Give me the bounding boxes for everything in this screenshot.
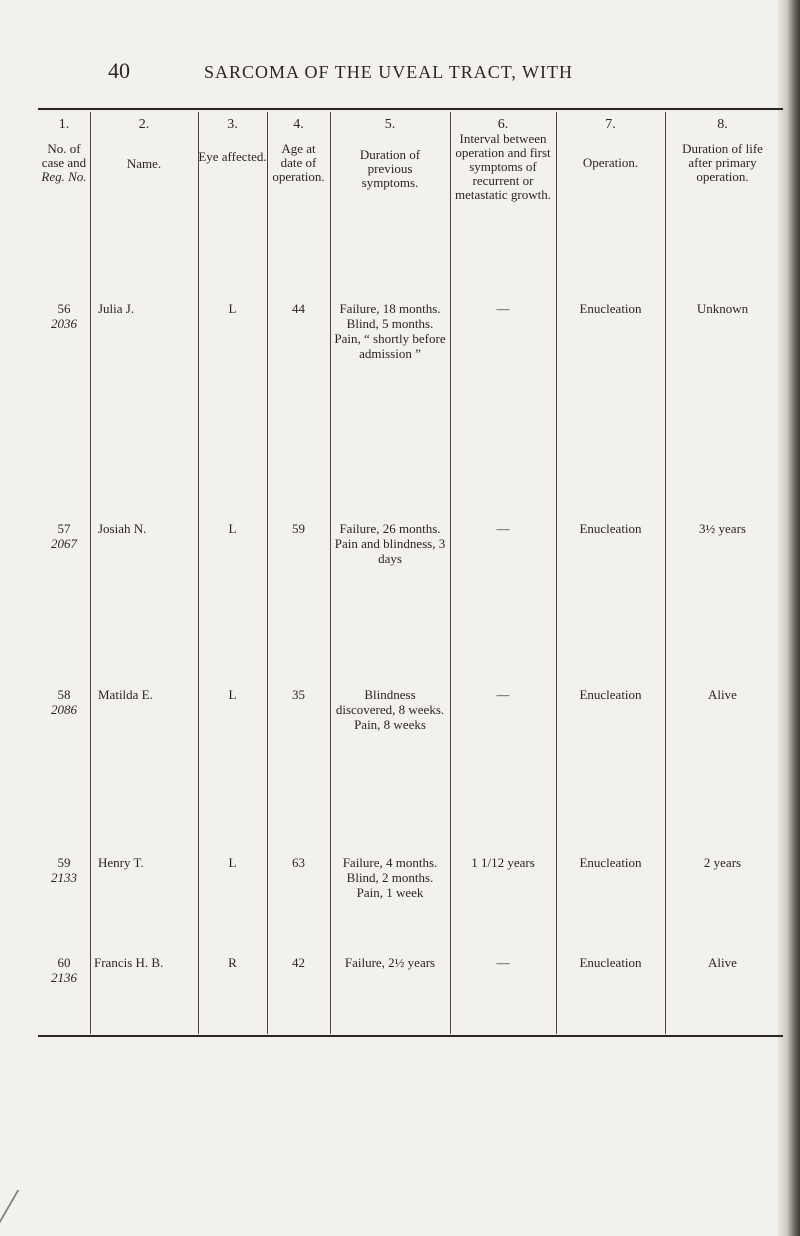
age: 44	[292, 301, 305, 316]
column-header-duration: 8. Duration of life after primary operation.	[682, 117, 763, 184]
column-header-symptoms: 5. Duration of previous symptoms.	[359, 117, 421, 190]
column-header-operation: 7. Operation.	[582, 117, 639, 170]
interval: —	[496, 687, 510, 702]
symptoms: Failure, 26 months. Pain and blindness, 3 days	[334, 521, 446, 566]
duration-of-life: Unknown	[696, 301, 749, 316]
operation: Enucleation	[579, 521, 642, 536]
eye-affected: L	[228, 521, 237, 536]
column-divider	[267, 112, 268, 1034]
age: 35	[292, 687, 305, 702]
symptoms: Failure, 2½ years	[344, 955, 436, 970]
column-header-case-no: 1. No. of case and Reg. No.	[41, 117, 87, 184]
interval: —	[496, 521, 510, 536]
duration-of-life: Alive	[708, 687, 737, 702]
interval: —	[496, 301, 510, 316]
page-header	[0, 52, 780, 92]
column-divider	[556, 112, 557, 1034]
symptoms: Failure, 4 months. Blind, 2 months. Pain, 1 week	[342, 855, 438, 900]
interval: —	[496, 955, 510, 970]
eye-affected: L	[228, 687, 237, 702]
eye-affected: R	[228, 955, 237, 970]
column-divider	[330, 112, 331, 1034]
case-number: 57 2067	[51, 521, 77, 551]
age: 63	[292, 855, 305, 870]
column-divider	[198, 112, 199, 1034]
age: 42	[292, 955, 305, 970]
eye-affected: L	[228, 301, 237, 316]
duration-of-life: Alive	[708, 955, 737, 970]
page-number: 40	[108, 58, 130, 83]
case-number: 58 2086	[51, 687, 77, 717]
page-edge	[778, 0, 800, 1236]
patient-name: Josiah N.	[98, 521, 147, 536]
interval: 1 1/12 years	[471, 855, 535, 870]
duration-of-life: 2 years	[703, 855, 742, 870]
table-bottom-rule	[38, 1035, 783, 1037]
column-header-age: 4. Age at date of operation.	[272, 117, 325, 184]
duration-of-life: 3½ years	[699, 521, 746, 536]
operation: Enucleation	[579, 955, 642, 970]
eye-affected: L	[228, 855, 237, 870]
operation: Enucleation	[579, 855, 642, 870]
column-header-interval: 6. Interval between operation and first symptoms of recurrent or metastatic growth.	[454, 117, 552, 202]
column-divider	[450, 112, 451, 1034]
patient-name: Francis H. B.	[94, 955, 164, 970]
table-top-rule	[38, 108, 783, 110]
patient-name: Julia J.	[98, 301, 135, 316]
running-title: SARCOMA OF THE UVEAL TRACT, WITH	[204, 62, 574, 82]
symptoms: Blindness discovered, 8 weeks. Pain, 8 weeks	[335, 687, 445, 732]
corner-mark	[0, 1190, 49, 1236]
case-number: 59 2133	[51, 855, 77, 885]
age: 59	[292, 521, 305, 536]
column-divider	[90, 112, 91, 1034]
patient-name: Matilda E.	[98, 687, 153, 702]
operation: Enucleation	[579, 301, 642, 316]
case-number: 60 2136	[51, 955, 77, 985]
patient-name: Henry T.	[98, 855, 144, 870]
column-header-name: 2. Name.	[126, 117, 162, 171]
operation: Enucleation	[579, 687, 642, 702]
symptoms: Failure, 18 months. Blind, 5 months. Pain, “ shortly before admission ”	[334, 301, 446, 361]
column-divider	[665, 112, 666, 1034]
case-number: 56 2036	[51, 301, 77, 331]
column-header-eye: 3. Eye affected.	[198, 117, 267, 164]
